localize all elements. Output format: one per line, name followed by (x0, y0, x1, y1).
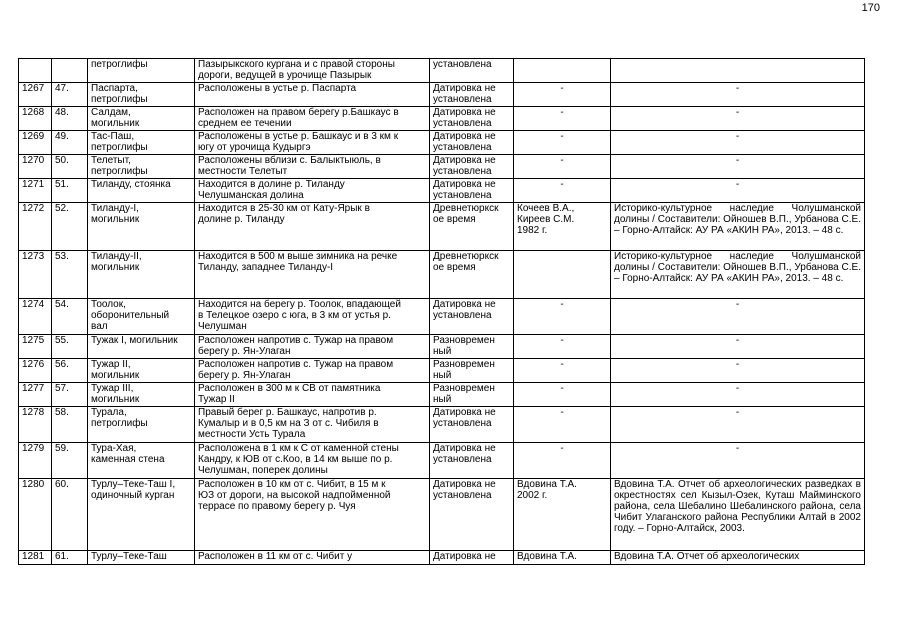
source-cell: - (611, 443, 865, 479)
monument-name-cell: Тужак I, могильник (88, 335, 195, 359)
author-cell: - (514, 107, 611, 131)
local-number-cell: 56. (52, 359, 88, 383)
monument-name-cell: Телетыт, петроглифы (88, 155, 195, 179)
dating-cell: Датировка не установлена (430, 407, 514, 443)
dating-cell: Разновремен ный (430, 383, 514, 407)
table-row (19, 107, 865, 131)
registry-number-cell: 1270 (19, 155, 52, 179)
author-cell: - (514, 383, 611, 407)
monument-name-cell: Турлу–Теке-Таш (88, 551, 195, 565)
author-cell (514, 59, 611, 83)
source-cell: - (611, 83, 865, 107)
author-cell: - (514, 359, 611, 383)
dating-cell: Разновремен ный (430, 359, 514, 383)
source-cell: Вдовина Т.А. Отчет об археологических (611, 551, 865, 565)
local-number-cell: 60. (52, 479, 88, 551)
local-number-cell: 50. (52, 155, 88, 179)
location-cell: Расположен в 10 км от с. Чибит, в 15 м к ЮЗ от дороги, на высокой надпойменной террасе по правому берегу р. Чуя (195, 479, 430, 551)
source-cell: - (611, 335, 865, 359)
monument-name-cell: Салдам, могильник (88, 107, 195, 131)
table-row (19, 203, 865, 251)
author-cell: Вдовина Т.А. 2002 г. (514, 479, 611, 551)
dating-cell: Датировка не установлена (430, 443, 514, 479)
dating-cell: Датировка не установлена (430, 299, 514, 335)
source-cell: - (611, 383, 865, 407)
table-row (19, 383, 865, 407)
registry-number-cell: 1269 (19, 131, 52, 155)
monument-name-cell: Тиланду-II, могильник (88, 251, 195, 299)
local-number-cell: 58. (52, 407, 88, 443)
registry-number-cell: 1278 (19, 407, 52, 443)
author-cell: - (514, 83, 611, 107)
location-cell: Расположен напротив с. Тужар на правом берегу р. Ян-Улаган (195, 335, 430, 359)
registry-number-cell: 1267 (19, 83, 52, 107)
table-row (19, 359, 865, 383)
table-row (19, 479, 865, 551)
source-cell: Историко-культурное наследие Чолушманской долины / Составители: Ойношев В.П., Урбанова С.Е. – Горно-Алтайск: АУ РА «АКИН РА», 2013. – 48 с. (611, 203, 865, 251)
local-number-cell: 54. (52, 299, 88, 335)
source-cell: - (611, 131, 865, 155)
source-cell: - (611, 107, 865, 131)
registry-number-cell: 1268 (19, 107, 52, 131)
monument-name-cell: Тоолок, оборонительный вал (88, 299, 195, 335)
source-cell: - (611, 299, 865, 335)
table-row (19, 335, 865, 359)
dating-cell: Датировка не установлена (430, 179, 514, 203)
location-cell: Расположены в устье р. Паспарта (195, 83, 430, 107)
local-number-cell: 59. (52, 443, 88, 479)
monument-name-cell: Турала, петроглифы (88, 407, 195, 443)
monument-registry-table (18, 58, 865, 565)
monument-name-cell: петроглифы (88, 59, 195, 83)
registry-number-cell: 1279 (19, 443, 52, 479)
dating-cell: Датировка не установлена (430, 131, 514, 155)
local-number-cell: 61. (52, 551, 88, 565)
location-cell: Правый берег р. Башкаус, напротив р. Кумалыр и в 0,5 км на З от с. Чибиля в местности Усть Турала (195, 407, 430, 443)
dating-cell: Древнетюркск ое время (430, 251, 514, 299)
dating-cell: Датировка не установлена (430, 83, 514, 107)
monument-name-cell: Тас-Паш, петроглифы (88, 131, 195, 155)
table-row (19, 155, 865, 179)
local-number-cell: 47. (52, 83, 88, 107)
registry-number-cell: 1273 (19, 251, 52, 299)
author-cell: Вдовина Т.А. (514, 551, 611, 565)
monument-name-cell: Тура-Хая, каменная стена (88, 443, 195, 479)
location-cell: Расположен напротив с. Тужар на правом берегу р. Ян-Улаган (195, 359, 430, 383)
source-cell: - (611, 155, 865, 179)
source-cell (611, 59, 865, 83)
author-cell: - (514, 155, 611, 179)
author-cell: - (514, 131, 611, 155)
dating-cell: Разновремен ный (430, 335, 514, 359)
registry-number-cell: 1281 (19, 551, 52, 565)
location-cell: Расположен на правом берегу р.Башкаус в среднем ее течении (195, 107, 430, 131)
registry-body (19, 59, 865, 565)
author-cell: - (514, 299, 611, 335)
location-cell: Расположена в 1 км к С от каменной стены Кандру, к ЮВ от с.Коо, в 14 км выше по р. Челушман, поперек долины (195, 443, 430, 479)
monument-name-cell: Тиланду, стоянка (88, 179, 195, 203)
registry-number-cell: 1277 (19, 383, 52, 407)
table-row (19, 251, 865, 299)
dating-cell: Датировка не установлена (430, 479, 514, 551)
monument-name-cell: Турлу–Теке-Таш I, одиночный курган (88, 479, 195, 551)
author-cell: - (514, 179, 611, 203)
author-cell: - (514, 335, 611, 359)
local-number-cell: 52. (52, 203, 88, 251)
monument-name-cell: Тиланду-I, могильник (88, 203, 195, 251)
author-cell: Кочеев В.А., Киреев С.М. 1982 г. (514, 203, 611, 251)
local-number-cell: 57. (52, 383, 88, 407)
registry-number-cell: 1274 (19, 299, 52, 335)
table-row (19, 407, 865, 443)
dating-cell: Датировка не установлена (430, 107, 514, 131)
local-number-cell: 55. (52, 335, 88, 359)
location-cell: Находится в долине р. Тиланду Челушманская долина (195, 179, 430, 203)
table-row (19, 59, 865, 83)
author-cell: - (514, 443, 611, 479)
table-row (19, 551, 865, 565)
page-number: 170 (861, 2, 880, 14)
table-row (19, 443, 865, 479)
source-cell: - (611, 179, 865, 203)
dating-cell: Древнетюркск ое время (430, 203, 514, 251)
table-row (19, 131, 865, 155)
dating-cell: Датировка не (430, 551, 514, 565)
author-cell: - (514, 407, 611, 443)
registry-number-cell: 1280 (19, 479, 52, 551)
dating-cell: Датировка не установлена (430, 155, 514, 179)
local-number-cell: 49. (52, 131, 88, 155)
table-row (19, 83, 865, 107)
registry-number-cell: 1276 (19, 359, 52, 383)
author-cell (514, 251, 611, 299)
table-row (19, 179, 865, 203)
monument-name-cell: Паспарта, петроглифы (88, 83, 195, 107)
location-cell: Находится в 25-30 км от Кату-Ярык в долине р. Тиланду (195, 203, 430, 251)
local-number-cell: 53. (52, 251, 88, 299)
source-cell: - (611, 407, 865, 443)
location-cell: Расположены в устье р. Башкаус и в 3 км к югу от урочища Кудыргэ (195, 131, 430, 155)
local-number-cell: 48. (52, 107, 88, 131)
source-cell: - (611, 359, 865, 383)
location-cell: Пазырыкского кургана и с правой стороны дороги, ведущей в урочище Пазырык (195, 59, 430, 83)
registry-number-cell (19, 59, 52, 83)
local-number-cell (52, 59, 88, 83)
registry-number-cell: 1275 (19, 335, 52, 359)
table-row (19, 299, 865, 335)
location-cell: Находится на берегу р. Тоолок, впадающей в Телецкое озеро с юга, в 3 км от устья р. Челушман (195, 299, 430, 335)
registry-number-cell: 1272 (19, 203, 52, 251)
monument-name-cell: Тужар III, могильник (88, 383, 195, 407)
monument-name-cell: Тужар II, могильник (88, 359, 195, 383)
registry-number-cell: 1271 (19, 179, 52, 203)
source-cell: Историко-культурное наследие Чолушманской долины / Составители: Ойношев В.П., Урбанова С.Е. – Горно-Алтайск: АУ РА «АКИН РА», 2013. – 48 с. (611, 251, 865, 299)
location-cell: Расположены вблизи с. Балыктыюль, в местности Телетыт (195, 155, 430, 179)
source-cell: Вдовина Т.А. Отчет об археологических разведках в окрестностях сел Кызыл-Озек, Куташ Майминского района, села Шебалино Шебалинского района, села Чибит Улаганского района Республики Алтай в 2002 году. – Горно-Алтайск, 2003. (611, 479, 865, 551)
location-cell: Расположен в 11 км от с. Чибит у (195, 551, 430, 565)
location-cell: Расположен в 300 м к СВ от памятника Тужар II (195, 383, 430, 407)
location-cell: Находится в 500 м выше зимника на речке Тиланду, западнее Тиланду-I (195, 251, 430, 299)
dating-cell: установлена (430, 59, 514, 83)
local-number-cell: 51. (52, 179, 88, 203)
